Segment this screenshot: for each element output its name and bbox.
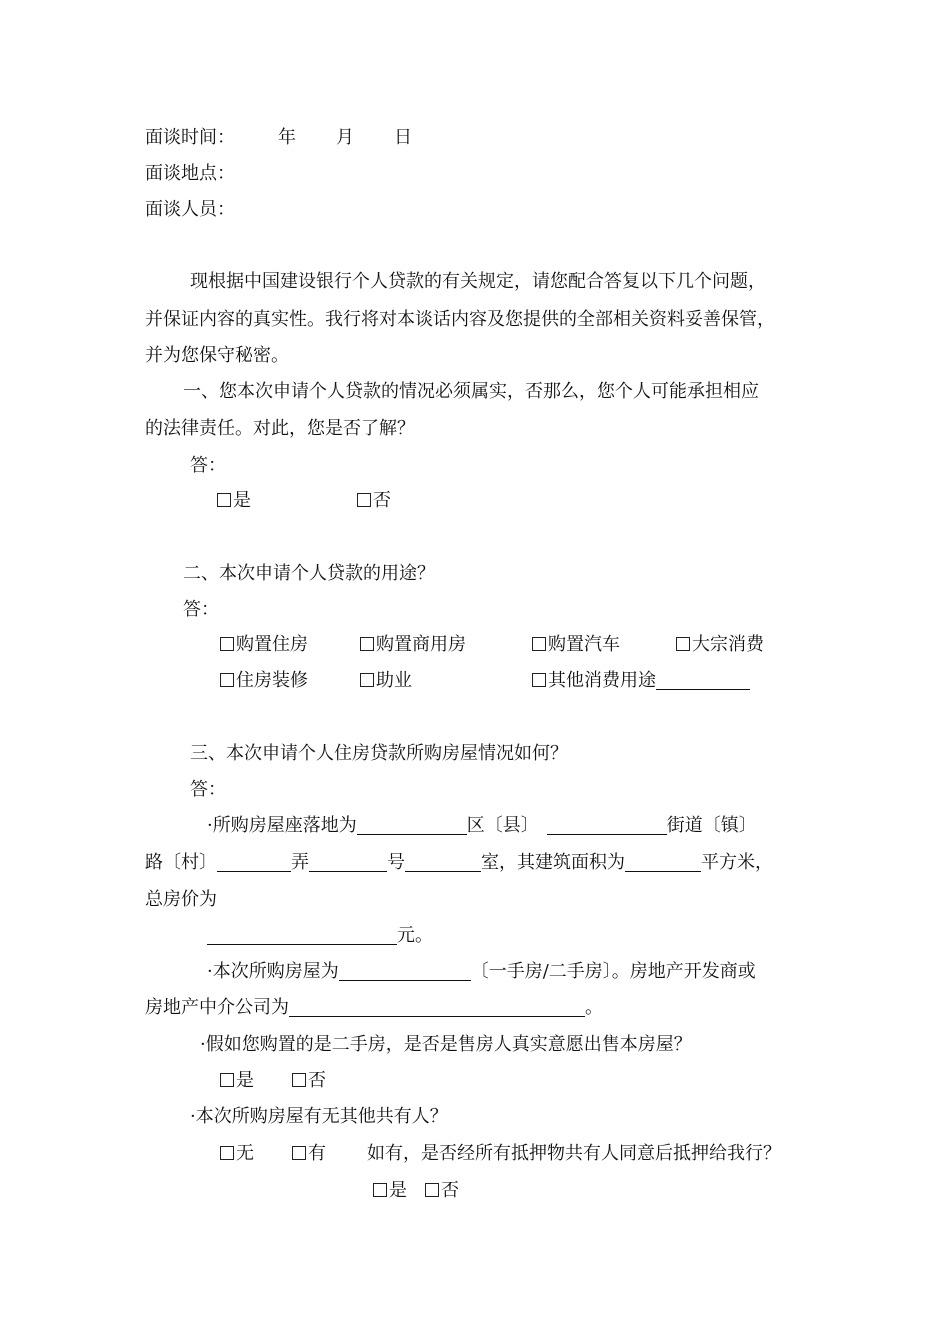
checkbox-icon[interactable] (220, 1073, 234, 1087)
checkbox-icon[interactable] (360, 637, 374, 651)
q2-question: 二、本次申请个人贷款的用途？ (183, 563, 435, 584)
q2-answer-label: 答： (183, 599, 219, 620)
house-type-blank[interactable] (339, 962, 471, 981)
q3-answer-label: 答： (190, 779, 226, 800)
street-blank[interactable] (547, 816, 667, 835)
q1-line-2: 的法律责任。对此，您是否了解？ (145, 418, 415, 439)
checkbox-icon[interactable] (292, 1073, 306, 1087)
other-use-blank[interactable] (656, 671, 750, 690)
checkbox-icon[interactable] (425, 1183, 439, 1197)
checkbox-icon[interactable] (220, 673, 234, 687)
location-line: ·所购房屋座落地为 区〔县〕 街道〔镇〕 (207, 815, 757, 836)
total-price-blank[interactable] (207, 926, 397, 945)
second-hand-question: ·假如您购置的是二手房，是否是售房人真实意愿出售本房屋？ (200, 1034, 692, 1055)
q3-question: 三、本次申请个人住房贷款所购房屋情况如何？ (190, 743, 568, 764)
consent-no[interactable]: 否 (425, 1180, 459, 1202)
number-blank[interactable] (405, 853, 481, 872)
agent-line: 房地产中介公司为 。 (145, 997, 603, 1018)
co-owner-question: ·本次所购房屋有无其他共有人？ (190, 1106, 448, 1127)
year-label: 年 (278, 127, 296, 148)
checkbox-icon[interactable] (292, 1146, 306, 1160)
checkbox-icon[interactable] (220, 1146, 234, 1160)
consent-yes[interactable]: 是 (373, 1180, 407, 1202)
q2-option[interactable]: 购置商用房 (360, 634, 466, 656)
checkbox-icon[interactable] (357, 493, 371, 507)
co-owner-none[interactable]: 无 (220, 1143, 254, 1165)
interview-time-label: 面谈时间： (145, 127, 235, 148)
checkbox-icon[interactable] (220, 637, 234, 651)
second-hand-no[interactable]: 否 (292, 1070, 326, 1092)
q1-answer-label: 答： (190, 455, 226, 476)
q1-yes-label: 是 (233, 490, 251, 511)
checkbox-icon[interactable] (532, 637, 546, 651)
q2-option[interactable]: 住房装修 (220, 670, 308, 692)
consent-question: 如有，是否经所有抵押物共有人同意后抵押给我行？ (367, 1143, 781, 1164)
checkbox-icon[interactable] (676, 637, 690, 651)
checkbox-icon[interactable] (217, 493, 231, 507)
total-price-line: 元。 (207, 925, 433, 947)
district-blank[interactable] (357, 816, 467, 835)
house-type-line: ·本次所购房屋为 〔一手房/二手房〕。房地产开发商或 (207, 961, 756, 982)
day-label: 日 (394, 127, 412, 148)
intro-line-1: 现根据中国建设银行个人贷款的有关规定，请您配合答复以下几个问题， (190, 271, 766, 292)
total-price-label: 总房价为 (145, 889, 217, 910)
q2-option[interactable]: 大宗消费 (676, 634, 764, 656)
q1-option-yes[interactable] (217, 490, 251, 512)
intro-line-2: 并保证内容的真实性。我行将对本谈话内容及您提供的全部相关资料妥善保管， (145, 309, 775, 330)
lane-blank[interactable] (309, 853, 387, 872)
q2-option[interactable]: 助业 (360, 670, 412, 692)
area-blank[interactable] (625, 853, 701, 872)
agent-blank[interactable] (289, 998, 585, 1017)
interview-place-label: 面谈地点： (145, 163, 235, 184)
road-blank[interactable] (217, 853, 291, 872)
q1-line-1: 一、您本次申请个人贷款的情况必须属实，否那么，您个人可能承担相应 (183, 381, 759, 402)
checkbox-icon[interactable] (360, 673, 374, 687)
address-line: 路〔村〕 弄 号 室，其建筑面积为 平方米， (145, 852, 773, 873)
interview-people-label: 面谈人员： (145, 199, 235, 220)
q2-option[interactable]: 购置住房 (220, 634, 308, 656)
co-owner-has[interactable]: 有 (292, 1143, 326, 1165)
q2-option-other[interactable]: 其他消费用途 (532, 670, 750, 692)
second-hand-yes[interactable]: 是 (220, 1070, 254, 1092)
q1-option-no[interactable] (357, 490, 391, 512)
checkbox-icon[interactable] (373, 1183, 387, 1197)
intro-line-3: 并为您保守秘密。 (145, 345, 289, 366)
q1-no-label: 否 (373, 490, 391, 511)
month-label: 月 (336, 127, 354, 148)
checkbox-icon[interactable] (532, 673, 546, 687)
q2-option[interactable]: 购置汽车 (532, 634, 620, 656)
